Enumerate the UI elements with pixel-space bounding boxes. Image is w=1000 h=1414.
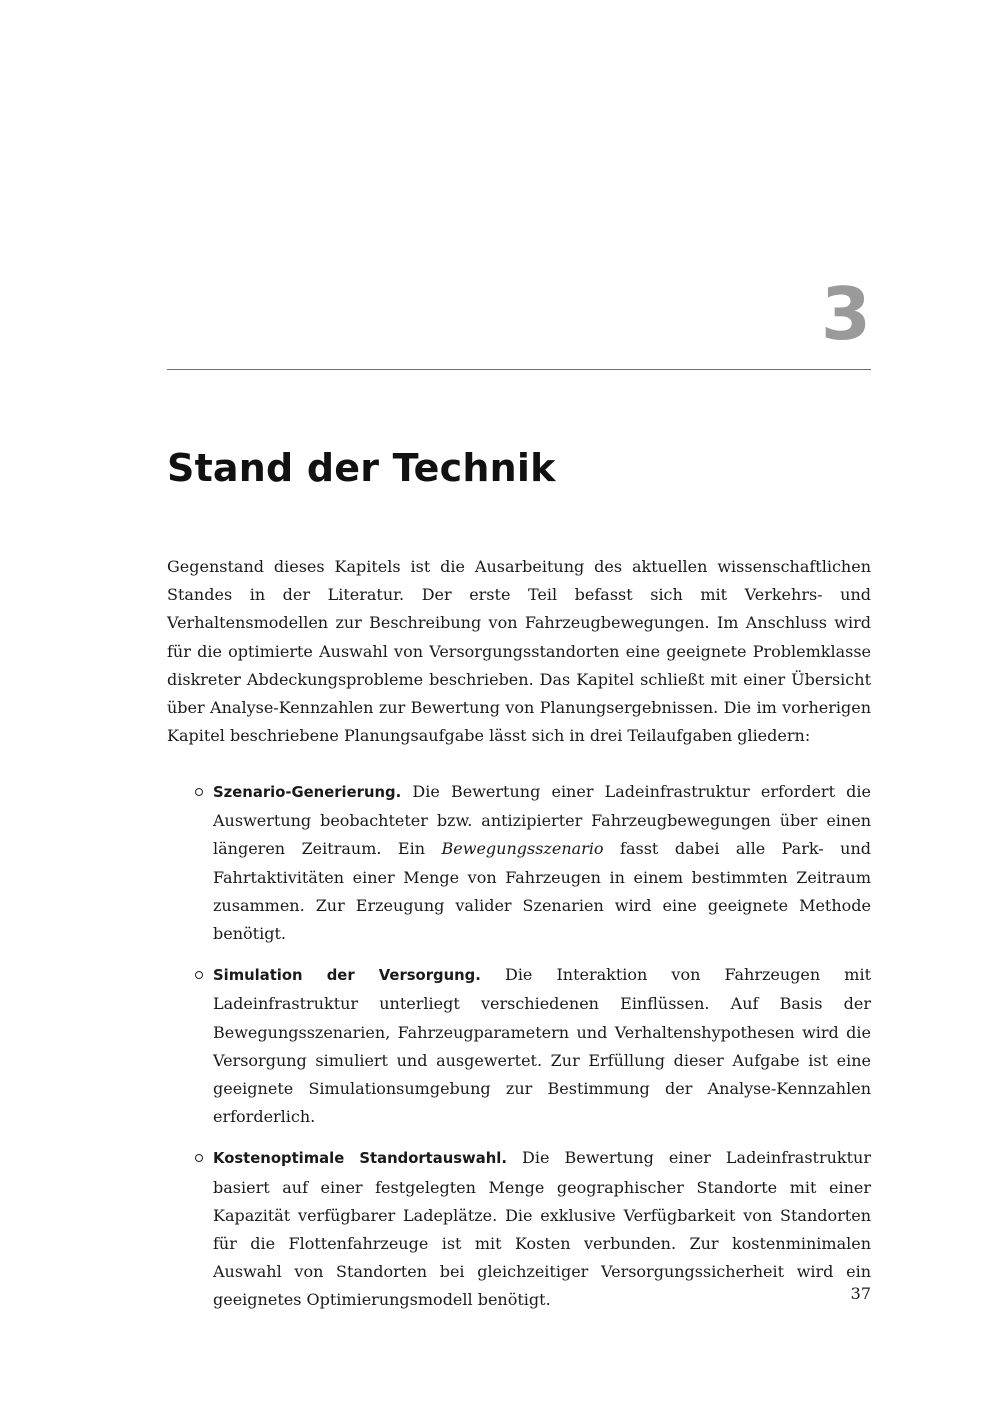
chapter-divider — [167, 369, 871, 370]
circle-bullet-icon — [195, 788, 203, 796]
circle-bullet-icon — [195, 971, 203, 979]
list-item — [167, 778, 871, 948]
chapter-number: 3 — [820, 272, 871, 356]
item-heading: Simulation der Versorgung. — [213, 967, 481, 985]
list-item — [167, 961, 871, 1131]
subtask-list — [167, 778, 871, 1328]
item-text: Die Interaktion von Fahrzeugen mit Ladeinfrastruktur unterliegt verschiedenen Einflüssen. Auf Basis der Bewegungsszenarien, Fahrzeugparametern und Verhaltenshypothesen wird die Versorgung simuliert und ausgewertet. Zur Erfüllung dieser Aufgabe ist eine geeignete Simulationsumgebung zur Bestimmung der Analyse-Kennzahlen erforderlich. — [213, 965, 871, 1127]
page-number: 37 — [850, 1284, 871, 1303]
chapter-title: Stand der Technik — [167, 446, 556, 490]
list-item — [167, 1144, 871, 1314]
item-text: Die Bewertung einer Ladeinfrastruktur erfordert die Auswertung beobachteter bzw. antizipierter Fahrzeugbewegungen über einen längeren Zeitraum. Ein Bewegungsszenario fasst dabei alle Park- und Fahrtaktivitäten einer Menge von Fahrzeugen in einem bestimmten Zeitraum zusammen. Zur Erzeugung valider Szenarien wird eine geeignete Methode benötigt. — [213, 782, 872, 944]
item-heading: Szenario-Generierung. — [213, 784, 402, 801]
item-emphasis: Bewegungsszenario — [441, 839, 604, 859]
item-heading: Kostenoptimale Standortauswahl. — [213, 1150, 507, 1168]
item-text: Die Bewertung einer Ladeinfrastruktur basiert auf einer festgelegten Menge geographischer Standorte mit einer Kapazität verfügbarer Ladeplätze. Die exklusive Verfügbarkeit von Standorten für die Flottenfahrzeuge ist mit Kosten verbunden. Zur kostenminimalen Auswahl von Standorten bei gleichzeitiger Versorgungssicherheit wird ein geeignetes Optimierungsmodell benötigt. — [213, 1148, 871, 1310]
circle-bullet-icon — [195, 1154, 203, 1162]
intro-paragraph: Gegenstand dieses Kapitels ist die Ausarbeitung des aktuellen wissenschaftlichen Standes in der Literatur. Der erste Teil befasst sich mit Verkehrs- und Verhaltensmodellen zur Beschreibung von Fahrzeugbewegungen. Im Anschluss wird für die optimierte Auswahl von Versorgungsstandorten eine geeignete Problemklasse diskreter Abdeckungsprobleme beschrieben. Das Kapitel schließt mit einer Übersicht über Analyse-Kennzahlen zur Bewertung von Planungsergebnissen. Die im vorherigen Kapitel beschriebene Planungsaufgabe lässt sich in drei Teilaufgaben gliedern: — [167, 557, 871, 746]
